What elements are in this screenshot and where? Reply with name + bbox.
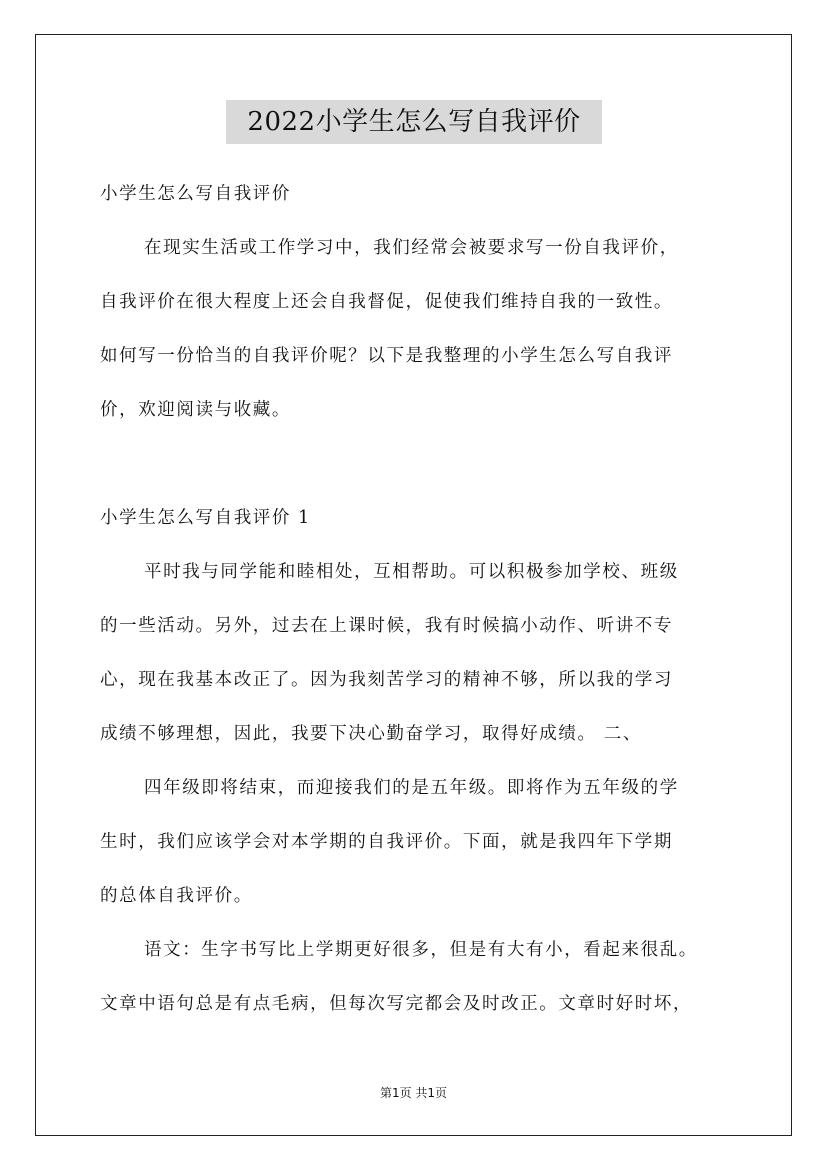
paragraph-line: 语文：生字书写比上学期更好很多，但是有大有小，看起来很乱。 [144, 940, 698, 960]
paragraph-line: 如何写一份恰当的自我评价呢？以下是我整理的小学生怎么写自我评 [100, 346, 673, 366]
paragraph-line: 平时我与同学能和睦相处，互相帮助。可以积极参加学校、班级 [144, 562, 679, 582]
paragraph-line: 成绩不够理想，因此，我要下决心勤奋学习，取得好成绩。 二、 [100, 724, 642, 744]
paragraph-line: 文章中语句总是有点毛病，但每次写完都会及时改正。文章时好时坏， [100, 994, 693, 1014]
page-number: 第1页 共1页 [379, 1086, 448, 1100]
paragraph-line: 在现实生活或工作学习中，我们经常会被要求写一份自我评价， [144, 238, 679, 258]
section-heading: 小学生怎么写自我评价 [100, 184, 291, 204]
paragraph-line: 的一些活动。另外，过去在上课时候，我有时候搞小动作、听讲不专 [100, 616, 673, 636]
paragraph-line: 价，欢迎阅读与收藏。 [100, 400, 291, 420]
paragraph-line: 的总体自我评价。 [100, 886, 253, 906]
paragraph-line: 四年级即将结束，而迎接我们的是五年级。即将作为五年级的学 [144, 778, 679, 798]
paragraph-line: 心，现在我基本改正了。因为我刻苦学习的精神不够，所以我的学习 [100, 670, 673, 690]
paragraph-line: 生时，我们应该学会对本学期的自我评价。下面，就是我四年下学期 [100, 832, 673, 852]
document-title: 2022小学生怎么写自我评价 [226, 100, 602, 144]
paragraph-line: 自我评价在很大程度上还会自我督促，促使我们维持自我的一致性。 [100, 292, 673, 312]
section-heading: 小学生怎么写自我评价 1 [100, 508, 311, 528]
